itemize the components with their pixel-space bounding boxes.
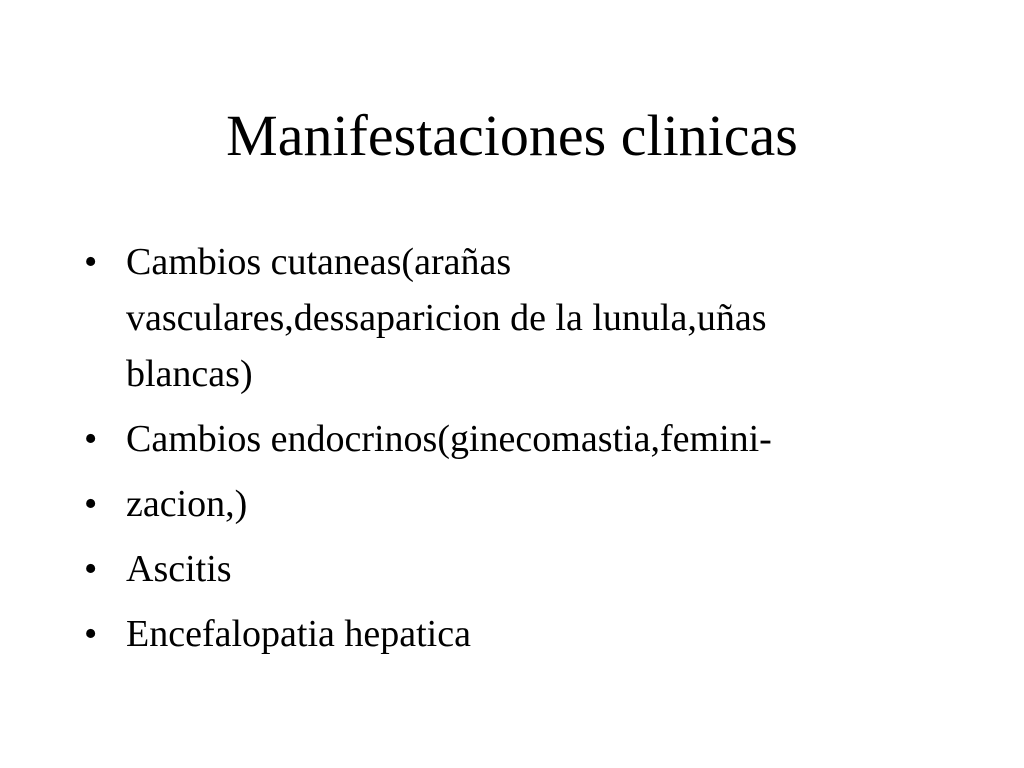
bullet-item-cambios-cutaneas (84, 234, 944, 402)
bullet-icon: • (84, 548, 98, 590)
bullet-icon: • (84, 418, 98, 460)
bullet-text-line: Cambios cutaneas(arañas (126, 241, 512, 283)
bullet-icon: • (84, 483, 98, 525)
slide-title: Manifestaciones clinicas (226, 103, 798, 168)
bullet-item-ascitis (84, 541, 944, 597)
bullet-text-line: blancas) (126, 353, 253, 395)
bullet-item-cambios-endocrinos (84, 411, 944, 467)
bullet-text-line: Encefalopatia hepatica (126, 613, 471, 655)
bullet-text-line: Cambios endocrinos(ginecomastia,femini- (126, 418, 772, 460)
bullet-text-line: Ascitis (126, 548, 232, 590)
bullet-icon: • (84, 241, 98, 283)
bullet-item-zacion (84, 476, 944, 532)
bullet-list (84, 234, 944, 671)
bullet-text-line: zacion,) (126, 483, 248, 525)
bullet-icon: • (84, 613, 98, 655)
bullet-text-line: vasculares,dessaparicion de la lunula,uñas (126, 297, 767, 339)
bullet-item-encefalopatia (84, 606, 944, 662)
